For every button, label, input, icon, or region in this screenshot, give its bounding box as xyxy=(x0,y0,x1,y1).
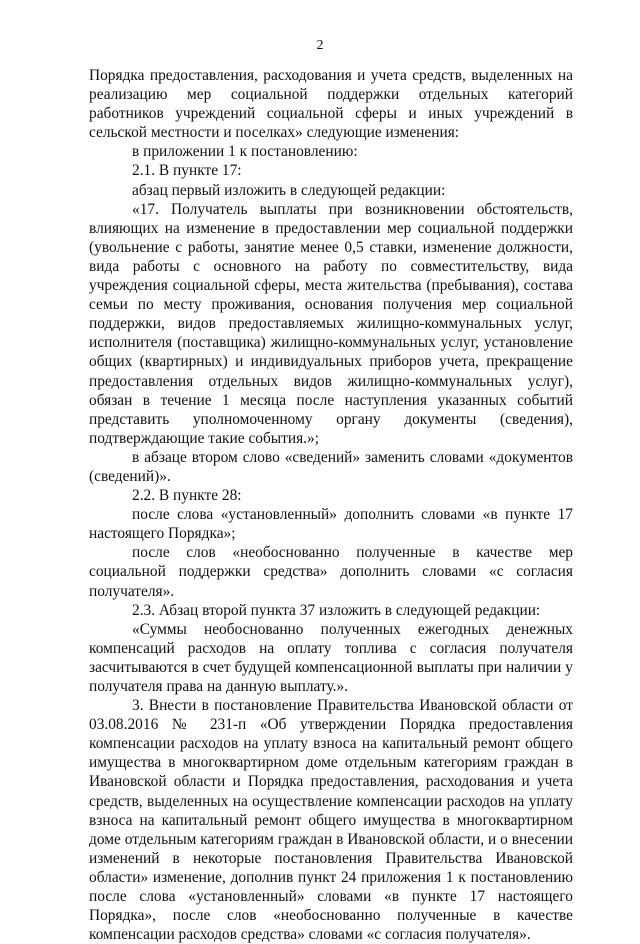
paragraph-after-unjustified: после слов «необоснованно полученные в качестве мер социальной поддержки средства» дополнить словами «с согласия получателя». xyxy=(89,544,573,600)
page-number: 2 xyxy=(316,38,324,53)
paragraph-item-3: 3. Внести в постановление Правительства Ивановской области от 03.08.2016 № 231-п «Об утверждении Порядка предоставления компенсации расходов на уплату взноса на капитальный ремонт общего имущества в многоквартирном доме отдельным категориям граждан в Ивановской области и Порядка предоставления, расходования и учета средств, выделенных на осуществление компенсации расходов на уплату взноса на капитальный ремонт общего имущества в многоквартирном доме отдельным категориям граждан в Ивановской области, и о внесении изменений в некоторые постановления Правительства Ивановской области» изменение, дополнив пункт 24 приложения 1 к постановлению после слова «установленный» словами «в пункте 17 настоящего Порядка», после слов «необоснованно полученные в качестве компенсации расходов средства» словами «с согласия получателя». xyxy=(89,697,573,944)
paragraph-first-abzac: абзац первый изложить в следующей редакции: xyxy=(132,181,446,199)
paragraph-item-2-1: 2.1. В пункте 17: xyxy=(132,162,242,180)
paragraph-point-17-text: «17. Получатель выплаты при возникновении обстоятельств, влияющих на изменение в предоставлении мер социальной поддержки (увольнение с работы, занятие менее 0,5 ставки, изменение должности, вида работы с основного на работу по совместительству, вида учреждения социальной сферы, места жительства (пребывания), состава семьи по месту проживания, основания получения мер социальной поддержки, видов предоставляемых жилищно-коммунальных услуг, исполнителя (поставщика) жилищно-коммунальных услуг, установление общих (квартирных) и индивидуальных приборов учета, прекращение предоставления отдельных видов жилищно-коммунальных услуг), обязан в течение 1 месяца после наступления указанных событий представить уполномоченному органу документы (сведения), подтверждающие такие события.»; xyxy=(89,200,573,447)
document-body xyxy=(89,66,573,944)
paragraph-item-2-2: 2.2. В пункте 28: xyxy=(132,487,242,505)
paragraph-item-2-3: 2.3. Абзац второй пункта 37 изложить в следующей редакции: xyxy=(132,601,541,619)
paragraph-sums-text: «Суммы необоснованно полученных ежегодных денежных компенсаций расходов на оплату топлива с согласия получателя засчитываются в счет будущей компенсационной выплаты при наличии у получателя права на данную выплату.». xyxy=(89,620,573,695)
paragraph-after-established: после слова «установленный» дополнить словами «в пункте 17 настоящего Порядка»; xyxy=(89,506,573,543)
paragraph-appendix-1: в приложении 1 к постановлению: xyxy=(132,143,358,161)
paragraph-second-abzac: в абзаце втором слово «сведений» заменить словами «документов (сведений)». xyxy=(89,448,573,485)
paragraph-intro-continuation: Порядка предоставления, расходования и учета средств, выделенных на реализацию мер социальной поддержки отдельных категорий работников учреждений социальной сферы и иных учреждений в сельской местности и поселках» следующие изменения: xyxy=(89,67,573,142)
